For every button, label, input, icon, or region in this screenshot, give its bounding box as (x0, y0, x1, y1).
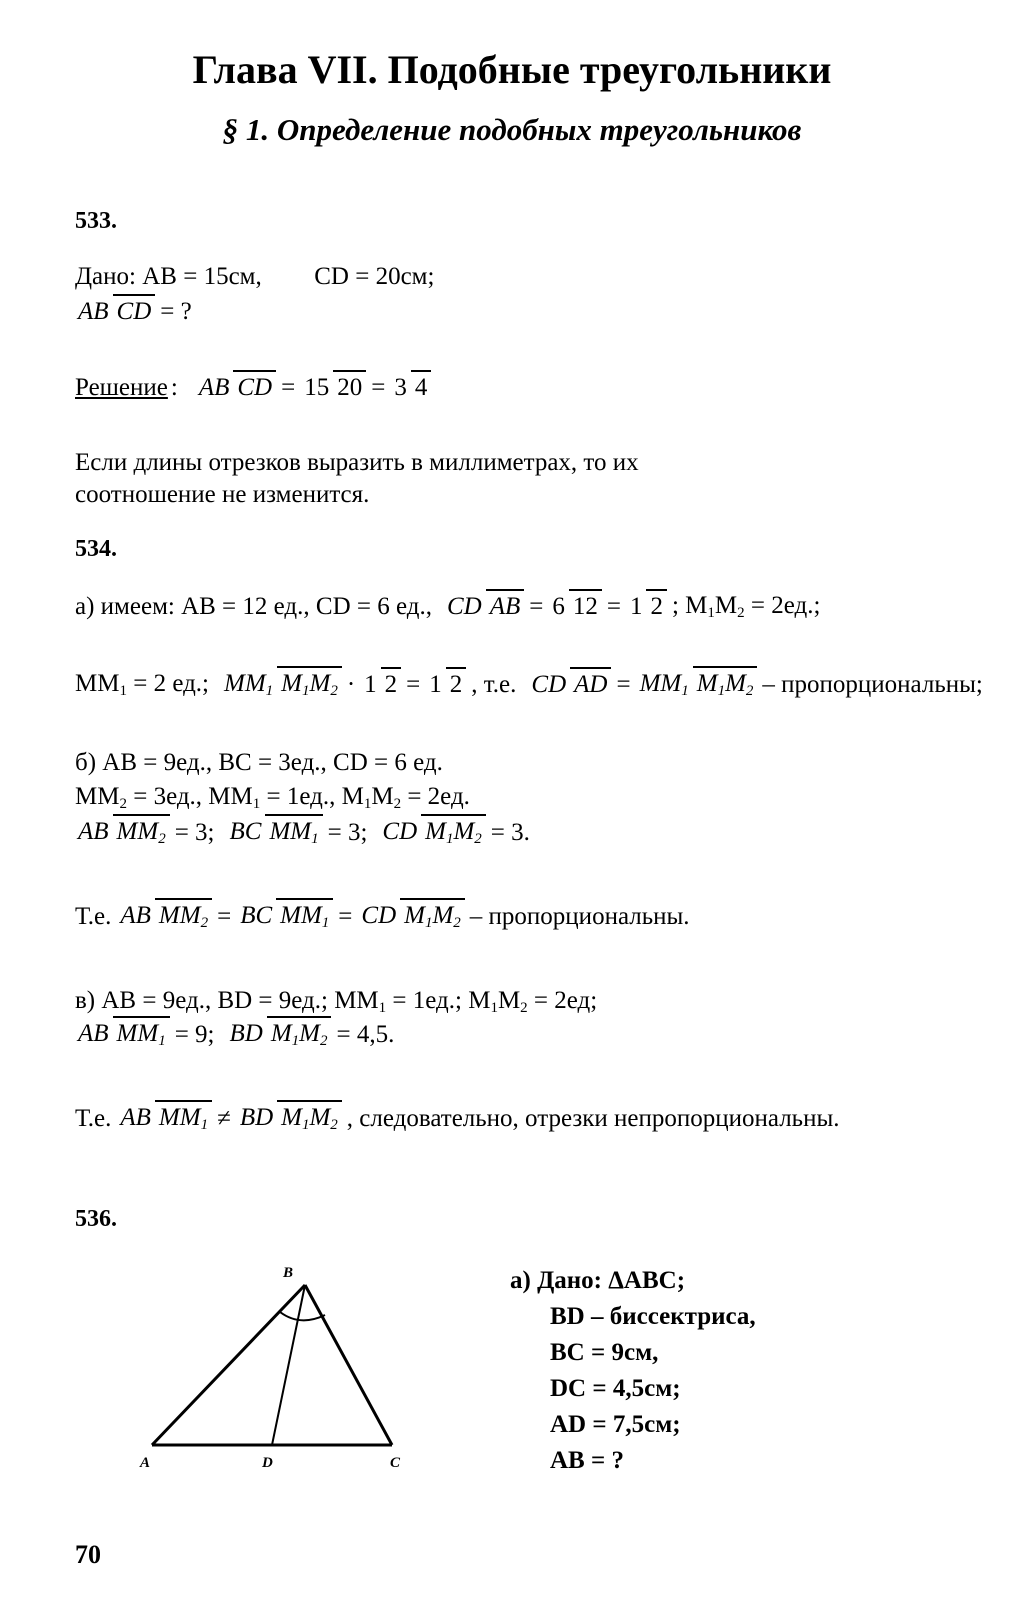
one: 1 (364, 671, 377, 698)
r45: = 4,5. (336, 1021, 395, 1048)
mm1-val: = 2 ед.; (126, 670, 209, 697)
given-536-line6: AB = ? (550, 1447, 624, 1474)
m: M (696, 670, 718, 697)
problem-534-number: 534. (75, 536, 117, 562)
a-frac-1: 1 (629, 593, 643, 620)
sub: 1 (252, 796, 261, 812)
mm: MM (158, 902, 201, 929)
eq: = (406, 671, 421, 698)
side-ab (152, 1285, 305, 1445)
problem-533-number: 533. (75, 208, 117, 234)
p534-b-line1: б) AB = 9ед., BC = 3ед., CD = 6 ед. (75, 749, 443, 776)
prop-text: – пропорциональны; (762, 671, 983, 698)
two: 2 (446, 667, 467, 698)
sub: 2 (158, 831, 166, 847)
sub: 2 (319, 1033, 328, 1049)
sub: 1 (681, 683, 689, 699)
a-tail: ; M (671, 592, 708, 619)
ab: AB (78, 818, 109, 845)
sub: 2 (474, 831, 482, 847)
r3: = 3; (174, 819, 215, 846)
mm: MM (224, 670, 266, 697)
p534-c-conclusion (75, 1104, 840, 1134)
conclusion: , следовательно, отрезки непропорциональны. (346, 1105, 840, 1132)
solution-label: Решение (75, 374, 168, 401)
b2: M (371, 783, 394, 810)
text-533-line2: соотношение не изменится. (75, 481, 370, 508)
m: M (309, 1104, 331, 1131)
m: M (299, 1020, 320, 1047)
a-frac-12: 12 (569, 589, 602, 620)
cd: CD (361, 902, 397, 929)
sub: 2 (393, 796, 402, 812)
b2: = 3ед., MM (126, 783, 253, 810)
colon: : (170, 374, 178, 401)
sub: 1 (490, 1000, 498, 1016)
given-536-line2: BD – биссектриса, (550, 1303, 756, 1330)
sol-num-ab: AB (198, 374, 230, 401)
frac-num: AB (78, 298, 109, 325)
p534-b-conclusion (75, 902, 690, 932)
given-cd: CD = 20см; (314, 263, 435, 290)
cd: CD (382, 818, 418, 845)
b2: MM (75, 783, 120, 810)
mm1: MM (75, 670, 120, 697)
sub: 2 (200, 915, 209, 931)
problem-536-number: 536. (75, 1206, 117, 1232)
sub: 1 (363, 796, 372, 812)
sub: 2 (453, 915, 461, 931)
m: M (432, 902, 454, 929)
sub: 1 (200, 1117, 209, 1133)
sol-den-cd: CD (233, 370, 276, 401)
sub: 2 (737, 605, 745, 621)
sub: 1 (158, 1033, 166, 1049)
mm: MM (639, 670, 682, 697)
vertex-label-d: D (262, 1455, 273, 1471)
ab: AB (120, 1104, 151, 1131)
eq: = (281, 374, 296, 401)
m: M (404, 902, 425, 929)
sub: 1 (291, 1033, 300, 1049)
m: M (281, 1104, 302, 1131)
bc: BC (240, 902, 273, 929)
one: 1 (429, 671, 442, 698)
te: , т.е. (471, 671, 517, 698)
mm: MM (158, 1104, 201, 1131)
eq: = (616, 671, 631, 698)
sub: 2 (330, 683, 338, 699)
m: M (309, 670, 331, 697)
bd: BD (239, 1104, 274, 1131)
a-tail: = 2ед.; (744, 592, 821, 619)
m: M (425, 818, 446, 845)
question-533 (72, 298, 192, 326)
r3end: = 3. (490, 819, 530, 846)
mm: MM (116, 818, 159, 845)
given-536-line5: AD = 7,5см; (550, 1411, 681, 1438)
m: M (453, 818, 475, 845)
two: 2 (381, 667, 402, 698)
r9: = 9; (174, 1021, 215, 1048)
prop-end: – пропорциональны. (469, 903, 690, 930)
a-frac-6: 6 (552, 593, 565, 620)
sub: 1 (424, 915, 433, 931)
te: Т.е. (75, 903, 112, 930)
p534-a-line2: $MM_1 = 2$ ед.; $MM_1$ $M_1M_2$ · 1 2 = 1 2 , т.е. CD AD = $MM_1$ $M_1M_2$ – пропорциональны; (75, 670, 983, 700)
te: Т.е. (75, 1105, 112, 1132)
sub: 1 (311, 831, 319, 847)
c1: в) AB = 9ед., BD = 9ед.; MM (75, 987, 379, 1014)
bc: BC (229, 818, 262, 845)
c1: M (497, 987, 521, 1014)
sub: 1 (301, 683, 310, 699)
side-bc (305, 1285, 392, 1445)
sol-den-20: 20 (333, 370, 366, 401)
mm: MM (116, 1020, 159, 1047)
m: M (281, 670, 302, 697)
r3: = 3; (327, 819, 368, 846)
c1: = 2ед; (527, 987, 598, 1014)
cd: CD (531, 671, 567, 698)
given-label: Дано: (75, 263, 136, 290)
sol-den-4: 4 (411, 370, 432, 401)
vertex-label-a: A (140, 1455, 151, 1471)
page-number: 70 (75, 1540, 101, 1569)
sub: 1 (301, 1117, 310, 1133)
text-533-line1: Если длины отрезков выразить в миллиметрах, то их (75, 449, 639, 476)
b2: = 1ед., M (260, 783, 364, 810)
a-frac-ab: AB (486, 589, 525, 620)
m: M (725, 670, 746, 697)
sub: 1 (378, 1000, 387, 1016)
ab: AB (120, 902, 151, 929)
solution-533 (75, 374, 433, 402)
eq: = (529, 593, 544, 620)
ab: AB (78, 1020, 109, 1047)
p534-c-ratios (72, 1020, 394, 1050)
given-ab: AB = 15см, (142, 263, 262, 290)
given-536-line1: а) Дано: ΔABC; (510, 1267, 686, 1294)
a-frac-cd: CD (446, 593, 482, 620)
sub: 2 (745, 683, 754, 699)
p534-b-ratios (72, 818, 530, 848)
sol-num-3: 3 (394, 374, 407, 401)
sub: 2 (330, 1117, 338, 1133)
m: M (270, 1020, 292, 1047)
vertex-label-c: C (390, 1455, 401, 1471)
a-frac-2: 2 (646, 589, 667, 620)
sub: 1 (321, 915, 330, 931)
sub: 2 (119, 796, 127, 812)
sub: 1 (265, 683, 274, 699)
vertex-label-b: B (283, 1265, 294, 1281)
a-text: а) имеем: AB = 12 ед., CD = 6 ед., (75, 593, 432, 620)
triangle-diagram (130, 1255, 430, 1475)
sub: 1 (717, 683, 726, 699)
eq: = (606, 593, 621, 620)
sol-num-15: 15 (304, 374, 330, 401)
sub: 1 (119, 683, 127, 699)
given-533 (75, 262, 434, 292)
section-title: § 1. Определение подобных треугольников (222, 112, 802, 147)
given-536-line4: DC = 4,5см; (550, 1375, 681, 1402)
question-mark: = ? (160, 298, 192, 325)
angle-arc (280, 1312, 325, 1320)
mm: MM (269, 818, 312, 845)
sub: 1 (707, 605, 715, 621)
mm: MM (280, 902, 322, 929)
eq: = (338, 903, 353, 930)
sub: 2 (520, 1000, 528, 1016)
sub: 1 (445, 831, 454, 847)
bisector-bd (272, 1285, 305, 1445)
chapter-title: Глава VII. Подобные треугольники (192, 47, 832, 92)
c1: = 1ед.; M (386, 987, 491, 1014)
neq: ≠ (217, 1105, 231, 1132)
bd: BD (229, 1020, 263, 1047)
frac-den: CD (113, 294, 156, 325)
ad: AD (570, 667, 611, 698)
p534-a-line (75, 592, 820, 622)
eq: = (217, 903, 232, 930)
a-tail: M (714, 592, 738, 619)
b2: = 2ед. (401, 783, 470, 810)
eq: = (371, 374, 386, 401)
given-536-line3: BC = 9см, (550, 1339, 659, 1366)
